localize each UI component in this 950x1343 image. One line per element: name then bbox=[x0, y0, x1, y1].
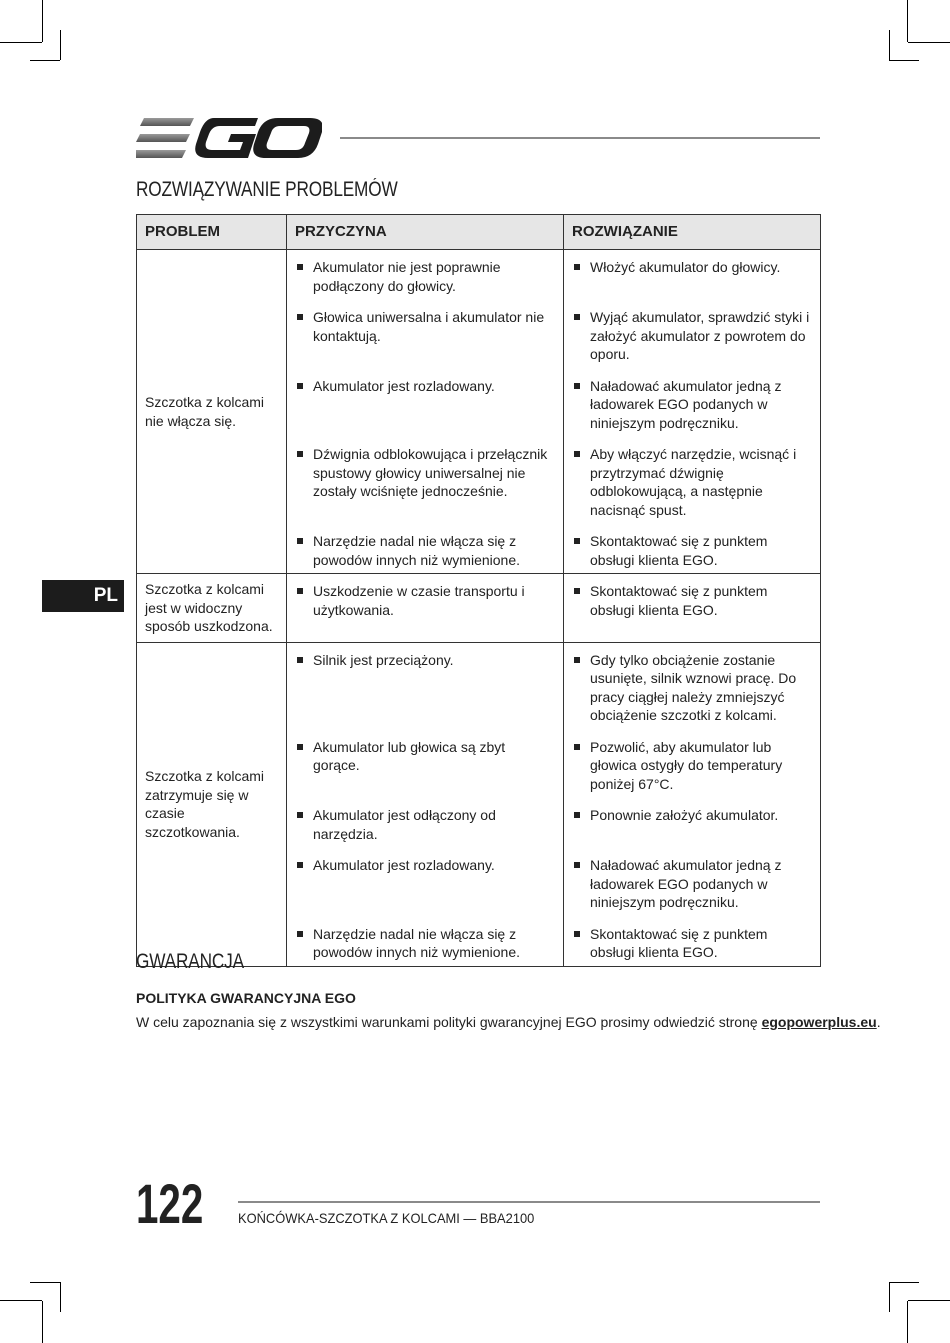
crop-mark bbox=[42, 1301, 43, 1343]
bullet-square-icon bbox=[297, 451, 303, 457]
list-item bbox=[572, 651, 812, 725]
list-item-text: Uszkodzenie w czasie transportu i użytkowania. bbox=[313, 583, 525, 618]
list-item bbox=[295, 258, 555, 295]
warranty-link[interactable]: egopowerplus.eu bbox=[761, 1014, 877, 1030]
list-item-text: Ponownie założyć akumulator. bbox=[590, 807, 779, 823]
problem-cell: Szczotka z kolcami jest w widoczny sposób uszkodzona. bbox=[137, 574, 287, 643]
list-item bbox=[295, 738, 555, 775]
warranty-text bbox=[136, 1014, 881, 1030]
list-item-text: Skontaktować się z punktem obsługi klienta EGO. bbox=[590, 925, 768, 960]
list-item-text: Narzędzie nadal nie włącza się z powodów innych niż wymienione. bbox=[313, 533, 520, 568]
crop-mark bbox=[60, 1282, 61, 1312]
bullet-square-icon bbox=[297, 657, 303, 663]
bullet-square-icon bbox=[297, 314, 303, 320]
warranty-title: GWARANCJA bbox=[136, 950, 244, 973]
crop-mark bbox=[889, 1282, 890, 1312]
list-item bbox=[572, 308, 812, 364]
bullet-square-icon bbox=[574, 812, 580, 818]
warranty-text-end: . bbox=[876, 1014, 881, 1030]
crop-mark bbox=[0, 42, 42, 43]
list-item bbox=[572, 258, 812, 277]
list-item-text: Wyjąć akumulator, sprawdzić styki i założyć akumulator z powrotem do oporu. bbox=[590, 309, 810, 362]
bullet-square-icon bbox=[574, 657, 580, 663]
crop-mark bbox=[889, 30, 890, 60]
crop-mark bbox=[889, 1282, 919, 1283]
footer-rule bbox=[238, 1201, 820, 1203]
crop-mark bbox=[42, 0, 43, 42]
header-cause: PRZYCZYNA bbox=[287, 215, 564, 250]
crop-mark bbox=[908, 42, 950, 43]
ego-logo bbox=[136, 116, 322, 160]
list-item-text: Naładować akumulator jedną z ładowarek EGO podanych w niniejszym podręczniku. bbox=[590, 857, 782, 910]
list-item-text: Włożyć akumulator do głowicy. bbox=[590, 259, 781, 275]
bullet-square-icon bbox=[297, 931, 303, 937]
header-problem: PROBLEM bbox=[137, 215, 287, 250]
warranty-subtitle: POLITYKA GWARANCYJNA EGO bbox=[136, 990, 356, 1006]
list-item-text: Silnik jest przeciążony. bbox=[313, 651, 454, 668]
list-item-text: Skontaktować się z punktem obsługi klienta EGO. bbox=[590, 533, 768, 568]
list-item-text: Naładować akumulator jedną z ładowarek EGO podanych w niniejszym podręczniku. bbox=[590, 377, 782, 431]
list-item bbox=[572, 532, 812, 569]
problem-cell: Szczotka z kolcami zatrzymuje się w czasie szczotkowania. bbox=[137, 642, 287, 966]
warranty-text-body: W celu zapoznania się z wszystkimi warunkami polityki gwarancyjnej EGO prosimy odwiedzić stronę bbox=[136, 1014, 762, 1030]
bullet-square-icon bbox=[574, 862, 580, 868]
bullet-square-icon bbox=[297, 588, 303, 594]
bullet-square-icon bbox=[574, 451, 580, 457]
list-item bbox=[572, 582, 812, 619]
list-item-text: Akumulator lub głowica są zbyt gorące. bbox=[313, 738, 506, 773]
crop-mark bbox=[907, 1301, 908, 1343]
list-item bbox=[572, 738, 812, 794]
list-item-text: Pozwolić, aby akumulator lub głowica ostygły do temperatury poniżej 67°C. bbox=[590, 738, 783, 792]
list-item bbox=[295, 308, 555, 345]
list-item bbox=[295, 856, 555, 875]
table-row bbox=[137, 574, 821, 643]
list-item bbox=[572, 925, 812, 962]
bullet-square-icon bbox=[574, 383, 580, 389]
list-item-text: Skontaktować się z punktem obsługi klienta EGO. bbox=[590, 583, 768, 618]
list-item-text: Gdy tylko obciążenie zostanie usunięte, silnik wznowi pracę. Do pracy ciągłej należy zmniejszyć obciążenie szczotki z kolcami. bbox=[590, 651, 797, 723]
list-item-text: Narzędzie nadal nie włącza się z powodów innych niż wymienione. bbox=[313, 925, 520, 960]
table-header-row bbox=[137, 215, 821, 250]
footer-product: KOŃCÓWKA-SZCZOTKA Z KOLCAMI — BBA2100 bbox=[238, 1210, 535, 1226]
troubleshooting-title: ROZWIĄZYWANIE PROBLEMÓW bbox=[136, 178, 398, 201]
table-row bbox=[137, 642, 821, 729]
bullet-square-icon bbox=[574, 538, 580, 544]
list-item bbox=[295, 651, 555, 670]
list-item-text: Dźwignia odblokowująca i przełącznik spustowy głowicy uniwersalnej nie zostały wciśnięte jednocześnie. bbox=[313, 446, 548, 499]
bullet-square-icon bbox=[574, 931, 580, 937]
list-item bbox=[295, 806, 555, 843]
list-item-text: Akumulator nie jest poprawnie podłączony do głowicy. bbox=[313, 259, 501, 294]
crop-mark bbox=[30, 1282, 60, 1283]
list-item bbox=[572, 445, 812, 519]
list-item bbox=[295, 582, 555, 619]
list-item-text: Aby włączyć narzędzie, wcisnąć i przytrzymać dźwignię odblokowującą, a następnie nacisnąć spust. bbox=[590, 446, 797, 518]
list-item-text: Akumulator jest odłączony od narzędzia. bbox=[313, 807, 496, 842]
crop-mark bbox=[908, 1300, 950, 1301]
bullet-square-icon bbox=[297, 264, 303, 270]
crop-mark bbox=[889, 60, 919, 61]
page-number: 122 bbox=[136, 1172, 204, 1235]
list-item-text: Akumulator jest rozladowany. bbox=[313, 857, 495, 873]
list-item bbox=[295, 532, 555, 569]
bullet-square-icon bbox=[574, 588, 580, 594]
list-item-text: Głowica uniwersalna i akumulator nie kontaktują. bbox=[313, 309, 545, 344]
header-rule bbox=[340, 137, 820, 139]
crop-mark bbox=[30, 60, 60, 61]
bullet-square-icon bbox=[297, 744, 303, 750]
troubleshooting-table bbox=[136, 214, 821, 967]
bullet-square-icon bbox=[574, 744, 580, 750]
bullet-square-icon bbox=[297, 383, 303, 389]
table-row bbox=[137, 250, 821, 300]
bullet-square-icon bbox=[297, 538, 303, 544]
list-item bbox=[295, 925, 555, 962]
list-item bbox=[572, 377, 812, 433]
list-item bbox=[295, 377, 555, 396]
list-item bbox=[295, 445, 555, 501]
problem-cell: Szczotka z kolcami nie włącza się. bbox=[137, 250, 287, 574]
language-tab: PL bbox=[42, 580, 124, 612]
crop-mark bbox=[0, 1300, 42, 1301]
crop-mark bbox=[907, 0, 908, 42]
bullet-square-icon bbox=[297, 862, 303, 868]
bullet-square-icon bbox=[297, 812, 303, 818]
list-item bbox=[572, 856, 812, 912]
crop-mark bbox=[60, 30, 61, 60]
bullet-square-icon bbox=[574, 264, 580, 270]
list-item bbox=[572, 806, 812, 825]
list-item-text: Akumulator jest rozladowany. bbox=[313, 377, 495, 394]
header-solution: ROZWIĄZANIE bbox=[564, 215, 821, 250]
bullet-square-icon bbox=[574, 314, 580, 320]
